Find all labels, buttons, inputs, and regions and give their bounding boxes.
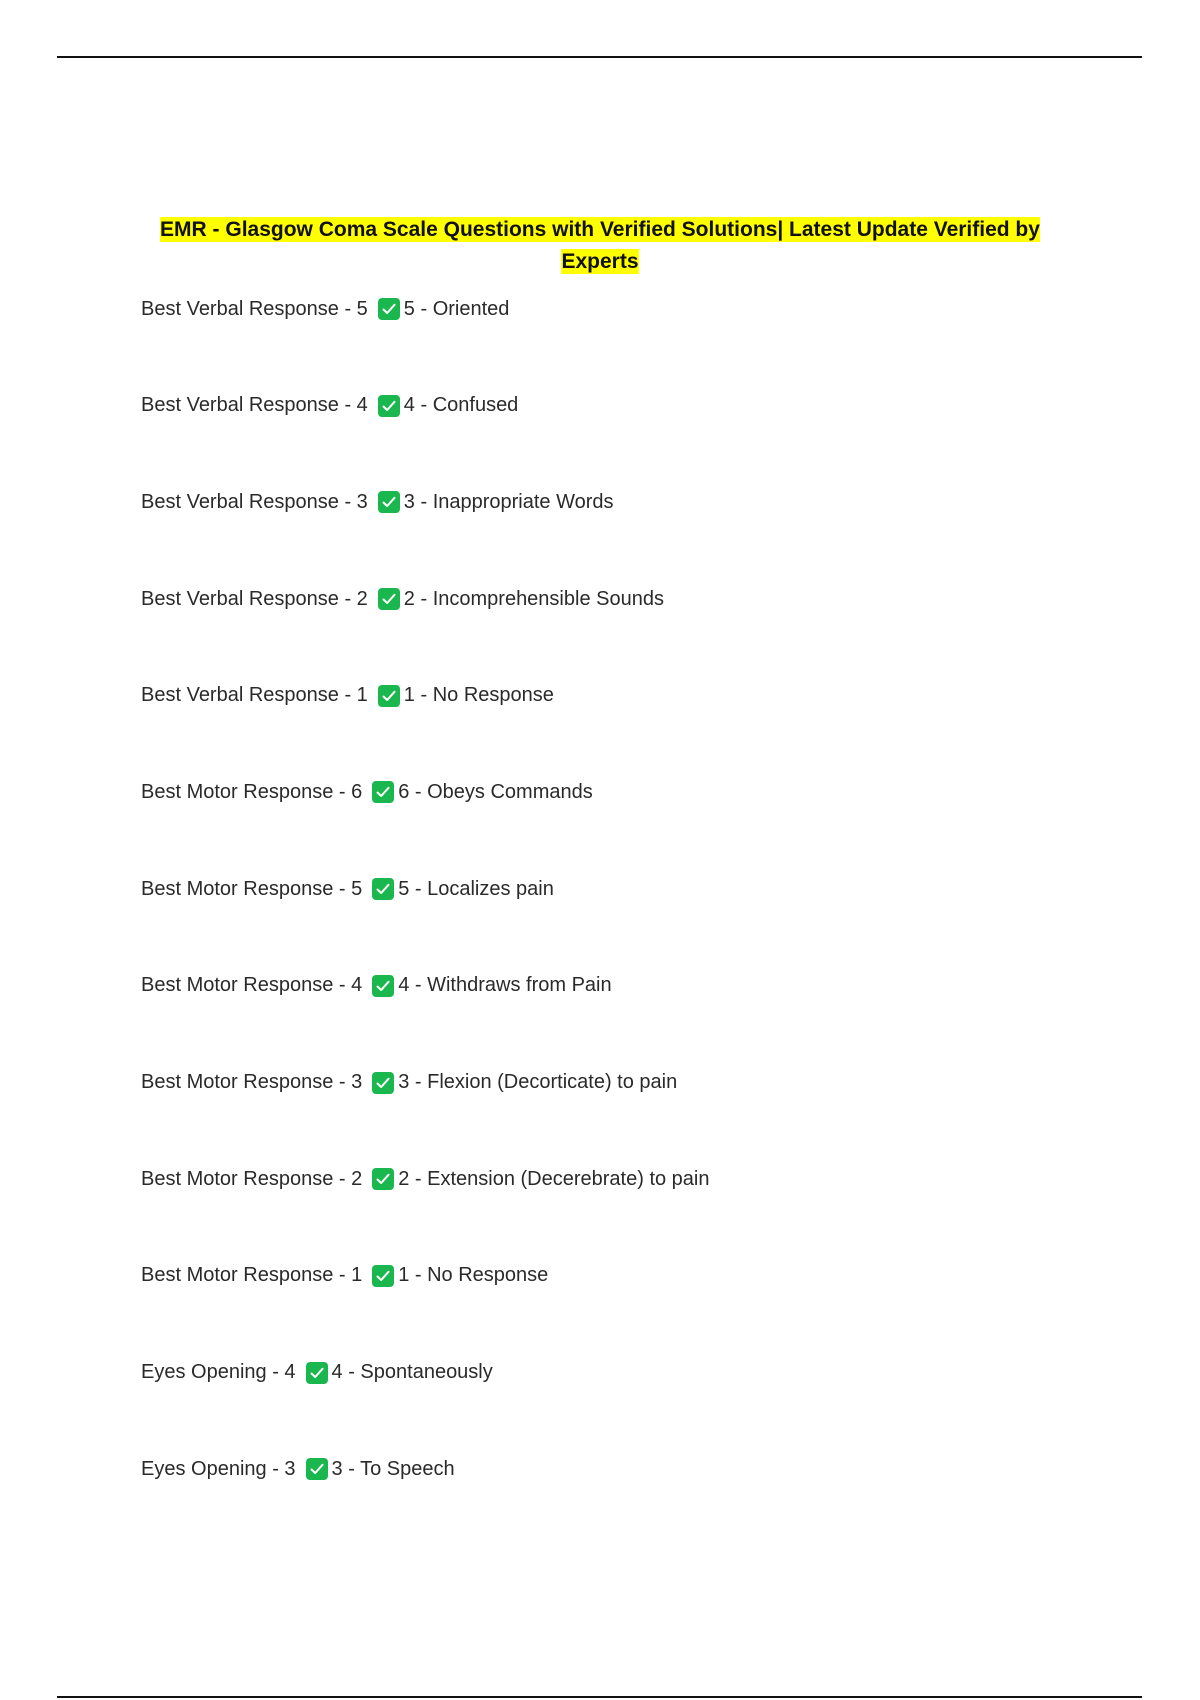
qa-item xyxy=(141,1457,710,1481)
check-mark-icon xyxy=(378,588,400,610)
top-divider xyxy=(57,56,1142,58)
question-text: Best Verbal Response - 5 xyxy=(141,297,368,320)
qa-item xyxy=(141,1361,710,1385)
check-mark-icon xyxy=(306,1458,328,1480)
qa-item xyxy=(141,1264,710,1288)
bottom-divider xyxy=(57,1696,1142,1698)
question-text: Best Motor Response - 3 xyxy=(141,1071,363,1093)
answer-text: 2 - Extension (Decerebrate) to pain xyxy=(398,1167,710,1190)
qa-item xyxy=(141,877,710,901)
check-mark-icon xyxy=(378,685,400,707)
qa-item xyxy=(141,780,710,804)
question-text: Best Verbal Response - 3 xyxy=(141,490,368,513)
answer-text: 3 - Flexion (Decorticate) to pain xyxy=(398,1071,678,1093)
answer-text: 1 - No Response xyxy=(403,684,554,707)
answer-text: 3 - To Speech xyxy=(331,1457,455,1480)
answer-text: 3 - Inappropriate Words xyxy=(403,490,614,513)
question-text: Best Motor Response - 2 xyxy=(141,1167,363,1190)
qa-item xyxy=(141,684,710,708)
qa-item xyxy=(141,394,710,418)
check-mark-icon xyxy=(372,975,394,997)
answer-text: 2 - Incomprehensible Sounds xyxy=(403,587,664,610)
answer-text: 4 - Withdraws from Pain xyxy=(398,974,612,997)
question-text: Best Motor Response - 6 xyxy=(141,780,363,803)
document-title-text: EMR - Glasgow Coma Scale Questions with Verified Solutions| Latest Update Verified by Experts xyxy=(160,218,1040,273)
question-text: Best Motor Response - 4 xyxy=(141,974,363,997)
check-mark-icon xyxy=(378,395,400,417)
qa-item xyxy=(141,490,710,514)
answer-text: 5 - Oriented xyxy=(403,297,510,320)
question-text: Best Verbal Response - 4 xyxy=(141,394,368,417)
question-answer-list xyxy=(141,297,710,1554)
check-mark-icon xyxy=(372,878,394,900)
qa-item xyxy=(141,1167,710,1191)
check-mark-icon xyxy=(378,298,400,320)
check-mark-icon xyxy=(372,1072,394,1094)
answer-text: 5 - Localizes pain xyxy=(398,877,554,900)
answer-text: 4 - Confused xyxy=(403,394,519,417)
qa-item xyxy=(141,1071,710,1095)
question-text: Eyes Opening - 3 xyxy=(141,1457,296,1480)
check-mark-icon xyxy=(372,781,394,803)
qa-item xyxy=(141,297,710,321)
check-mark-icon xyxy=(306,1362,328,1384)
answer-text: 6 - Obeys Commands xyxy=(398,780,593,803)
question-text: Eyes Opening - 4 xyxy=(141,1361,296,1384)
answer-text: 4 - Spontaneously xyxy=(331,1361,493,1384)
qa-item xyxy=(141,974,710,998)
check-mark-icon xyxy=(372,1168,394,1190)
document-title xyxy=(140,214,1060,278)
question-text: Best Verbal Response - 2 xyxy=(141,587,368,610)
check-mark-icon xyxy=(378,491,400,513)
qa-item xyxy=(141,587,710,611)
question-text: Best Motor Response - 5 xyxy=(141,877,363,900)
question-text: Best Verbal Response - 1 xyxy=(141,684,368,707)
check-mark-icon xyxy=(372,1265,394,1287)
question-text: Best Motor Response - 1 xyxy=(141,1264,363,1287)
answer-text: 1 - No Response xyxy=(398,1264,549,1287)
